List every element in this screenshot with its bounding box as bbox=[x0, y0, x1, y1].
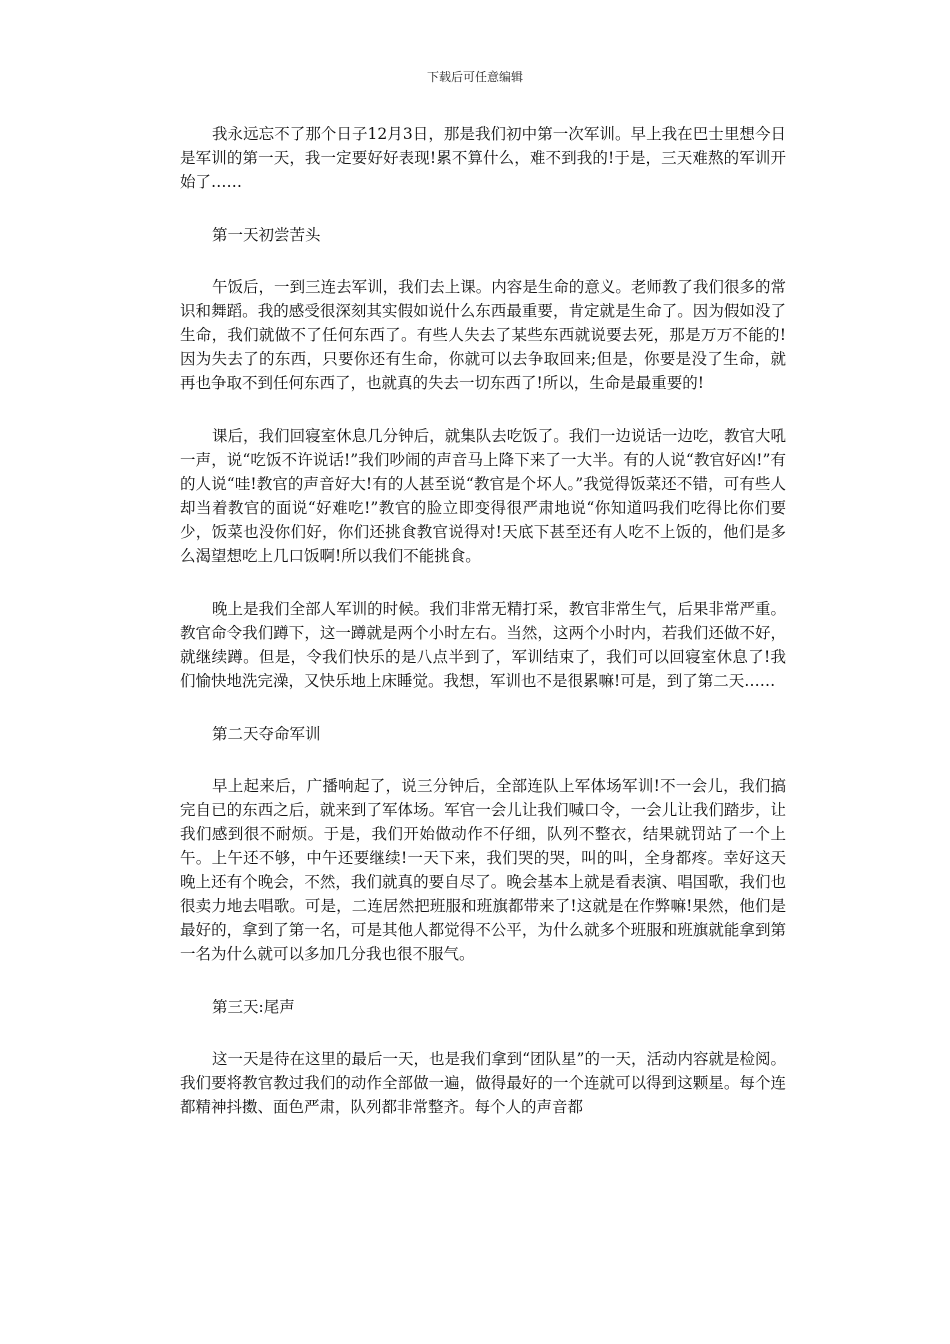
paragraph-day2: 早上起来后，广播响起了，说三分钟后，全部连队上军体场军训!不一会儿，我们搞完自已的东西之后，就来到了军体场。军官一会儿让我们喊口令，一会儿让我们踏步，让我们感到很不耐烦。于是，我们开始做动作不仔细，队列不整衣，结果就罚站了一个上午。上午还不够，中午还要继续!一天下来，我们哭的哭，叫的叫，全身都疼。幸好这天晚上还有个晚会，不然，我们就真的要自尽了。晚会基本上就是看表演、唱国歌，我们也很卖力地去唱歌。可是，二连居然把班服和班旗都带来了!这就是在作弊嘛!果然，他们是最好的，拿到了第一名，可是其他人都觉得不公平，为什么就多个班服和班旗就能拿到第一名为什么就可以多加几分我也很不服气。 bbox=[180, 777, 786, 963]
paragraph-day3: 这一天是待在这里的最后一天，也是我们拿到“团队星”的一天，活动内容就是检阅。我们要将教官教过我们的动作全部做一遍，做得最好的一个连就可以得到这颗星。每个连都精神抖擞、面色严肃，队列都非常整齐。每个人的声音都 bbox=[180, 1050, 786, 1116]
section-heading-day2: 第二天夺命军训 bbox=[212, 725, 321, 743]
article-body bbox=[180, 122, 786, 1148]
header-note: 下载后可任意编辑 bbox=[426, 70, 523, 84]
paragraph-intro: 我永远忘不了那个日子12月3日，那是我们初中第一次军训。早上我在巴士里想今日是军训的第一天，我一定要好好表现!累不算什么，难不到我的!于是，三天难熬的军训开始了…… bbox=[180, 125, 786, 191]
section-heading-day1: 第一天初尝苦头 bbox=[212, 226, 321, 244]
paragraph-day1-lesson: 午饭后，一到三连去军训，我们去上课。内容是生命的意义。老师教了我们很多的常识和舞蹈。我的感受很深刻其实假如说什么东西最重要，肯定就是生命了。因为假如没了生命，我们就做不了任何东西了。有些人失去了某些东西就说要去死，那是万万不能的!因为失去了的东西，只要你还有生命，你就可以去争取回来;但是，你要是没了生命，就再也争取不到任何东西了，也就真的失去一切东西了!所以，生命是最重要的! bbox=[180, 278, 786, 392]
section-heading-day3: 第三天:尾声 bbox=[212, 998, 295, 1016]
paragraph-day1-meal: 课后，我们回寝室休息几分钟后，就集队去吃饭了。我们一边说话一边吃，教官大吼一声，说“吃饭不许说话!”我们吵闹的声音马上降下来了一大半。有的人说“教官好凶!”有的人说“哇!教官的声音好大!有的人甚至说“教官是个坏人。”我觉得饭菜还不错，可有些人却当着教官的面说“好难吃!”教官的脸立即变得很严肃地说“你知道吗我们吃得比你们要少，饭菜也没你们好，你们还挑食教官说得对!天底下甚至还有人吃不上饭的，他们是多么渴望想吃上几口饭啊!所以我们不能挑食。 bbox=[180, 427, 786, 565]
paragraph-day1-evening: 晚上是我们全部人军训的时候。我们非常无精打采，教官非常生气，后果非常严重。教官命令我们蹲下，这一蹲就是两个小时左右。当然，这两个小时内，若我们还做不好，就继续蹲。但是，令我们快乐的是八点半到了，军训结束了，我们可以回寝室休息了!我们愉快地洗完澡，又快乐地上床睡觉。我想，军训也不是很累嘛!可是，到了第二天…… bbox=[180, 600, 786, 690]
